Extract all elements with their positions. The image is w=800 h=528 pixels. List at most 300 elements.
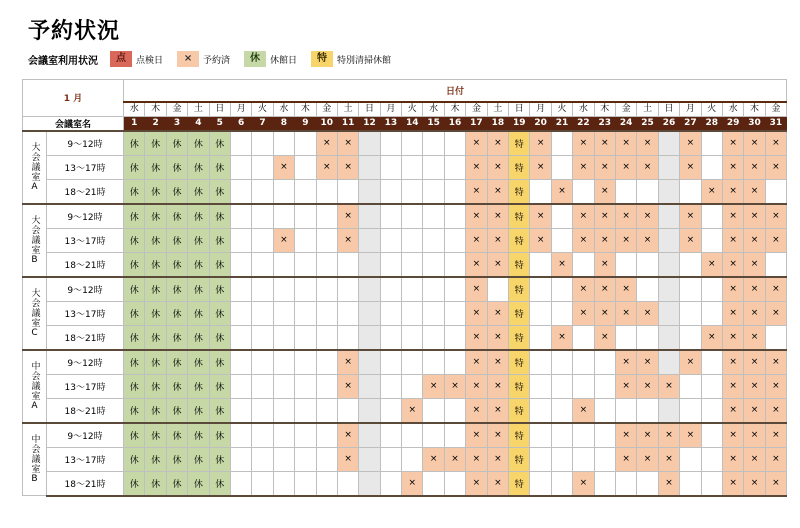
slot-cell[interactable]: 休 — [188, 301, 209, 325]
slot-cell[interactable]: 休 — [145, 277, 166, 302]
slot-cell[interactable]: 休 — [166, 447, 187, 471]
slot-cell[interactable]: × — [423, 447, 444, 471]
slot-cell[interactable]: × — [658, 423, 679, 448]
slot-cell[interactable]: × — [316, 131, 337, 156]
slot-cell[interactable] — [701, 155, 722, 179]
slot-cell[interactable]: 休 — [209, 374, 230, 398]
slot-cell[interactable]: 休 — [145, 325, 166, 350]
slot-cell[interactable] — [380, 423, 401, 448]
slot-cell[interactable]: × — [466, 423, 487, 448]
slot-cell[interactable] — [530, 398, 551, 423]
slot-cell[interactable] — [380, 131, 401, 156]
slot-cell[interactable]: × — [487, 228, 508, 252]
slot-cell[interactable] — [230, 277, 251, 302]
slot-cell[interactable]: × — [658, 447, 679, 471]
slot-cell[interactable] — [230, 228, 251, 252]
slot-cell[interactable] — [637, 471, 658, 496]
slot-cell[interactable] — [295, 252, 316, 277]
slot-cell[interactable] — [252, 447, 273, 471]
slot-cell[interactable] — [680, 447, 701, 471]
slot-cell[interactable]: 休 — [209, 277, 230, 302]
slot-cell[interactable]: × — [466, 228, 487, 252]
slot-cell[interactable]: × — [337, 423, 358, 448]
slot-cell[interactable] — [337, 471, 358, 496]
slot-cell[interactable]: 休 — [145, 423, 166, 448]
slot-cell[interactable]: × — [765, 277, 786, 302]
slot-cell[interactable]: × — [487, 374, 508, 398]
slot-cell[interactable] — [573, 179, 594, 204]
slot-cell[interactable]: 休 — [188, 325, 209, 350]
slot-cell[interactable] — [444, 423, 465, 448]
slot-cell[interactable] — [252, 350, 273, 375]
slot-cell[interactable]: 休 — [124, 374, 145, 398]
slot-cell[interactable]: × — [466, 447, 487, 471]
slot-cell[interactable] — [295, 423, 316, 448]
slot-cell[interactable]: × — [466, 131, 487, 156]
slot-cell[interactable]: × — [530, 228, 551, 252]
slot-cell[interactable] — [273, 179, 294, 204]
slot-cell[interactable] — [316, 179, 337, 204]
slot-cell[interactable]: × — [722, 471, 743, 496]
slot-cell[interactable]: × — [615, 447, 636, 471]
slot-cell[interactable] — [252, 398, 273, 423]
slot-cell[interactable]: 休 — [166, 179, 187, 204]
slot-cell[interactable]: × — [337, 228, 358, 252]
slot-cell[interactable]: × — [573, 277, 594, 302]
slot-cell[interactable] — [551, 398, 572, 423]
slot-cell[interactable] — [551, 423, 572, 448]
slot-cell[interactable]: × — [744, 471, 765, 496]
slot-cell[interactable]: 休 — [188, 471, 209, 496]
slot-cell[interactable]: 特 — [509, 423, 530, 448]
slot-cell[interactable]: × — [594, 204, 615, 229]
slot-cell[interactable]: 休 — [188, 131, 209, 156]
slot-cell[interactable]: × — [273, 155, 294, 179]
slot-cell[interactable]: 休 — [209, 447, 230, 471]
slot-cell[interactable]: × — [765, 423, 786, 448]
slot-cell[interactable] — [359, 228, 380, 252]
slot-cell[interactable]: × — [337, 447, 358, 471]
slot-cell[interactable]: × — [722, 301, 743, 325]
slot-cell[interactable]: 特 — [509, 301, 530, 325]
slot-cell[interactable]: 休 — [145, 350, 166, 375]
slot-cell[interactable] — [423, 179, 444, 204]
slot-cell[interactable]: × — [722, 398, 743, 423]
slot-cell[interactable]: 休 — [124, 204, 145, 229]
slot-cell[interactable] — [402, 228, 423, 252]
slot-cell[interactable]: 休 — [188, 277, 209, 302]
slot-cell[interactable] — [295, 447, 316, 471]
slot-cell[interactable] — [594, 423, 615, 448]
slot-cell[interactable] — [402, 423, 423, 448]
slot-cell[interactable] — [423, 155, 444, 179]
slot-cell[interactable] — [573, 374, 594, 398]
slot-cell[interactable] — [359, 374, 380, 398]
slot-cell[interactable] — [637, 398, 658, 423]
slot-cell[interactable] — [337, 325, 358, 350]
slot-cell[interactable] — [359, 350, 380, 375]
slot-cell[interactable]: × — [658, 374, 679, 398]
slot-cell[interactable]: × — [466, 179, 487, 204]
slot-cell[interactable] — [380, 155, 401, 179]
slot-cell[interactable]: × — [744, 179, 765, 204]
slot-cell[interactable]: 特 — [509, 447, 530, 471]
slot-cell[interactable]: × — [530, 155, 551, 179]
slot-cell[interactable] — [316, 350, 337, 375]
slot-cell[interactable] — [402, 301, 423, 325]
slot-cell[interactable]: 休 — [145, 252, 166, 277]
slot-cell[interactable] — [230, 447, 251, 471]
slot-cell[interactable]: × — [658, 471, 679, 496]
slot-cell[interactable]: × — [744, 447, 765, 471]
slot-cell[interactable] — [337, 252, 358, 277]
slot-cell[interactable] — [380, 350, 401, 375]
slot-cell[interactable] — [701, 398, 722, 423]
slot-cell[interactable] — [359, 447, 380, 471]
slot-cell[interactable]: × — [594, 277, 615, 302]
slot-cell[interactable]: × — [680, 204, 701, 229]
slot-cell[interactable] — [359, 252, 380, 277]
slot-cell[interactable]: 休 — [188, 252, 209, 277]
slot-cell[interactable] — [359, 277, 380, 302]
slot-cell[interactable]: × — [487, 447, 508, 471]
slot-cell[interactable]: × — [765, 447, 786, 471]
slot-cell[interactable] — [230, 301, 251, 325]
slot-cell[interactable]: × — [487, 204, 508, 229]
slot-cell[interactable]: 休 — [166, 350, 187, 375]
slot-cell[interactable] — [252, 325, 273, 350]
slot-cell[interactable] — [444, 155, 465, 179]
slot-cell[interactable] — [551, 277, 572, 302]
slot-cell[interactable] — [380, 204, 401, 229]
slot-cell[interactable]: 休 — [124, 471, 145, 496]
slot-cell[interactable]: × — [765, 228, 786, 252]
slot-cell[interactable]: 休 — [209, 325, 230, 350]
slot-cell[interactable] — [658, 252, 679, 277]
slot-cell[interactable]: × — [551, 252, 572, 277]
slot-cell[interactable] — [680, 374, 701, 398]
slot-cell[interactable] — [594, 350, 615, 375]
slot-cell[interactable] — [530, 252, 551, 277]
slot-cell[interactable]: × — [701, 252, 722, 277]
slot-cell[interactable]: 休 — [209, 398, 230, 423]
slot-cell[interactable]: × — [594, 301, 615, 325]
slot-cell[interactable]: × — [594, 155, 615, 179]
slot-cell[interactable]: × — [573, 471, 594, 496]
slot-cell[interactable]: 特 — [509, 155, 530, 179]
slot-cell[interactable]: × — [615, 155, 636, 179]
slot-cell[interactable]: 休 — [145, 447, 166, 471]
slot-cell[interactable] — [573, 447, 594, 471]
slot-cell[interactable]: × — [637, 447, 658, 471]
slot-cell[interactable] — [273, 252, 294, 277]
slot-cell[interactable] — [637, 325, 658, 350]
slot-cell[interactable] — [230, 252, 251, 277]
slot-cell[interactable] — [551, 228, 572, 252]
slot-cell[interactable] — [380, 325, 401, 350]
slot-cell[interactable]: 休 — [188, 204, 209, 229]
slot-cell[interactable] — [680, 277, 701, 302]
slot-cell[interactable] — [252, 228, 273, 252]
slot-cell[interactable] — [316, 277, 337, 302]
slot-cell[interactable] — [273, 204, 294, 229]
slot-cell[interactable] — [252, 155, 273, 179]
slot-cell[interactable]: 特 — [509, 374, 530, 398]
slot-cell[interactable] — [316, 228, 337, 252]
slot-cell[interactable] — [658, 204, 679, 229]
slot-cell[interactable]: × — [487, 350, 508, 375]
slot-cell[interactable] — [594, 447, 615, 471]
slot-cell[interactable]: × — [765, 301, 786, 325]
slot-cell[interactable] — [701, 277, 722, 302]
slot-cell[interactable] — [316, 398, 337, 423]
slot-cell[interactable] — [230, 204, 251, 229]
slot-cell[interactable] — [230, 471, 251, 496]
slot-cell[interactable] — [316, 325, 337, 350]
slot-cell[interactable] — [230, 350, 251, 375]
slot-cell[interactable] — [295, 350, 316, 375]
slot-cell[interactable]: × — [637, 155, 658, 179]
slot-cell[interactable]: 休 — [166, 374, 187, 398]
slot-cell[interactable]: × — [744, 398, 765, 423]
slot-cell[interactable] — [658, 301, 679, 325]
slot-cell[interactable]: 休 — [209, 252, 230, 277]
slot-cell[interactable] — [252, 179, 273, 204]
slot-cell[interactable]: × — [337, 131, 358, 156]
slot-cell[interactable]: 特 — [509, 179, 530, 204]
slot-cell[interactable]: × — [701, 325, 722, 350]
slot-cell[interactable] — [530, 471, 551, 496]
slot-cell[interactable] — [637, 252, 658, 277]
slot-cell[interactable]: × — [722, 374, 743, 398]
slot-cell[interactable] — [295, 301, 316, 325]
slot-cell[interactable]: 休 — [209, 155, 230, 179]
slot-cell[interactable] — [658, 277, 679, 302]
slot-cell[interactable] — [273, 301, 294, 325]
slot-cell[interactable]: × — [573, 131, 594, 156]
slot-cell[interactable]: × — [337, 374, 358, 398]
slot-cell[interactable] — [551, 301, 572, 325]
slot-cell[interactable] — [444, 350, 465, 375]
slot-cell[interactable]: × — [744, 325, 765, 350]
slot-cell[interactable] — [423, 471, 444, 496]
slot-cell[interactable] — [444, 252, 465, 277]
slot-cell[interactable]: × — [637, 374, 658, 398]
slot-cell[interactable]: 休 — [188, 374, 209, 398]
slot-cell[interactable]: × — [722, 447, 743, 471]
slot-cell[interactable] — [316, 374, 337, 398]
slot-cell[interactable]: 休 — [188, 228, 209, 252]
slot-cell[interactable]: × — [615, 228, 636, 252]
slot-cell[interactable] — [701, 447, 722, 471]
slot-cell[interactable] — [273, 374, 294, 398]
slot-cell[interactable] — [423, 228, 444, 252]
slot-cell[interactable]: × — [573, 228, 594, 252]
slot-cell[interactable] — [402, 447, 423, 471]
slot-cell[interactable] — [680, 471, 701, 496]
slot-cell[interactable] — [530, 350, 551, 375]
slot-cell[interactable] — [658, 131, 679, 156]
slot-cell[interactable]: × — [466, 277, 487, 302]
slot-cell[interactable]: × — [722, 179, 743, 204]
slot-cell[interactable] — [573, 252, 594, 277]
slot-cell[interactable] — [444, 398, 465, 423]
slot-cell[interactable] — [295, 398, 316, 423]
slot-cell[interactable] — [402, 179, 423, 204]
slot-cell[interactable] — [423, 301, 444, 325]
slot-cell[interactable]: × — [744, 228, 765, 252]
slot-cell[interactable]: 休 — [124, 447, 145, 471]
slot-cell[interactable] — [273, 350, 294, 375]
slot-cell[interactable]: × — [466, 204, 487, 229]
slot-cell[interactable] — [594, 398, 615, 423]
slot-cell[interactable] — [273, 277, 294, 302]
slot-cell[interactable] — [765, 252, 786, 277]
slot-cell[interactable]: × — [637, 301, 658, 325]
slot-cell[interactable] — [530, 325, 551, 350]
slot-cell[interactable] — [230, 155, 251, 179]
slot-cell[interactable]: × — [573, 301, 594, 325]
slot-cell[interactable] — [252, 374, 273, 398]
slot-cell[interactable] — [252, 423, 273, 448]
slot-cell[interactable]: × — [594, 131, 615, 156]
slot-cell[interactable]: × — [765, 398, 786, 423]
slot-cell[interactable]: × — [466, 252, 487, 277]
slot-cell[interactable] — [530, 447, 551, 471]
slot-cell[interactable]: 休 — [124, 228, 145, 252]
slot-cell[interactable] — [551, 374, 572, 398]
slot-cell[interactable] — [380, 301, 401, 325]
slot-cell[interactable]: 休 — [124, 350, 145, 375]
slot-cell[interactable] — [359, 301, 380, 325]
slot-cell[interactable] — [615, 252, 636, 277]
slot-cell[interactable] — [658, 350, 679, 375]
slot-cell[interactable]: × — [487, 423, 508, 448]
slot-cell[interactable]: 休 — [209, 204, 230, 229]
slot-cell[interactable]: 休 — [124, 423, 145, 448]
slot-cell[interactable] — [316, 447, 337, 471]
slot-cell[interactable] — [316, 301, 337, 325]
slot-cell[interactable]: 休 — [166, 325, 187, 350]
slot-cell[interactable] — [402, 350, 423, 375]
slot-cell[interactable] — [402, 374, 423, 398]
slot-cell[interactable]: 休 — [209, 350, 230, 375]
slot-cell[interactable]: × — [637, 204, 658, 229]
slot-cell[interactable] — [359, 204, 380, 229]
slot-cell[interactable]: × — [765, 471, 786, 496]
slot-cell[interactable]: × — [466, 155, 487, 179]
slot-cell[interactable]: × — [594, 325, 615, 350]
slot-cell[interactable] — [380, 277, 401, 302]
slot-cell[interactable] — [359, 155, 380, 179]
slot-cell[interactable] — [337, 179, 358, 204]
slot-cell[interactable] — [273, 131, 294, 156]
slot-cell[interactable]: × — [722, 350, 743, 375]
slot-cell[interactable] — [359, 131, 380, 156]
slot-cell[interactable]: 休 — [188, 447, 209, 471]
slot-cell[interactable] — [423, 423, 444, 448]
slot-cell[interactable] — [252, 301, 273, 325]
slot-cell[interactable]: 休 — [145, 471, 166, 496]
slot-cell[interactable]: × — [487, 301, 508, 325]
slot-cell[interactable] — [594, 471, 615, 496]
slot-cell[interactable] — [402, 277, 423, 302]
slot-cell[interactable]: × — [487, 325, 508, 350]
slot-cell[interactable]: × — [637, 131, 658, 156]
slot-cell[interactable] — [230, 423, 251, 448]
slot-cell[interactable]: × — [615, 277, 636, 302]
slot-cell[interactable] — [573, 423, 594, 448]
slot-cell[interactable]: 休 — [124, 398, 145, 423]
slot-cell[interactable] — [380, 228, 401, 252]
slot-cell[interactable]: × — [466, 374, 487, 398]
slot-cell[interactable] — [295, 131, 316, 156]
slot-cell[interactable]: 特 — [509, 131, 530, 156]
slot-cell[interactable] — [551, 350, 572, 375]
slot-cell[interactable]: 休 — [209, 228, 230, 252]
slot-cell[interactable]: 休 — [166, 277, 187, 302]
slot-cell[interactable] — [658, 179, 679, 204]
slot-cell[interactable]: 特 — [509, 252, 530, 277]
slot-cell[interactable] — [637, 179, 658, 204]
slot-cell[interactable]: × — [530, 204, 551, 229]
slot-cell[interactable]: × — [444, 374, 465, 398]
slot-cell[interactable]: 休 — [209, 471, 230, 496]
slot-cell[interactable] — [701, 228, 722, 252]
slot-cell[interactable]: 休 — [188, 350, 209, 375]
slot-cell[interactable]: × — [551, 179, 572, 204]
slot-cell[interactable] — [295, 179, 316, 204]
slot-cell[interactable]: × — [466, 301, 487, 325]
slot-cell[interactable] — [765, 325, 786, 350]
slot-cell[interactable] — [402, 325, 423, 350]
slot-cell[interactable]: × — [765, 155, 786, 179]
slot-cell[interactable]: 特 — [509, 228, 530, 252]
slot-cell[interactable] — [337, 301, 358, 325]
slot-cell[interactable] — [423, 277, 444, 302]
slot-cell[interactable]: 休 — [166, 423, 187, 448]
slot-cell[interactable] — [423, 350, 444, 375]
slot-cell[interactable]: × — [744, 155, 765, 179]
slot-cell[interactable] — [701, 471, 722, 496]
slot-cell[interactable] — [530, 277, 551, 302]
slot-cell[interactable] — [530, 374, 551, 398]
slot-cell[interactable]: × — [637, 350, 658, 375]
slot-cell[interactable] — [337, 277, 358, 302]
slot-cell[interactable]: × — [487, 131, 508, 156]
slot-cell[interactable] — [402, 252, 423, 277]
slot-cell[interactable] — [316, 204, 337, 229]
slot-cell[interactable]: × — [637, 228, 658, 252]
slot-cell[interactable]: × — [744, 374, 765, 398]
slot-cell[interactable] — [380, 374, 401, 398]
slot-cell[interactable]: × — [722, 277, 743, 302]
slot-cell[interactable] — [551, 447, 572, 471]
slot-cell[interactable]: × — [680, 131, 701, 156]
slot-cell[interactable]: × — [722, 131, 743, 156]
slot-cell[interactable]: × — [444, 447, 465, 471]
slot-cell[interactable] — [252, 252, 273, 277]
slot-cell[interactable]: × — [487, 252, 508, 277]
slot-cell[interactable]: × — [316, 155, 337, 179]
slot-cell[interactable]: 休 — [124, 277, 145, 302]
slot-cell[interactable] — [444, 179, 465, 204]
slot-cell[interactable]: 休 — [145, 204, 166, 229]
slot-cell[interactable]: × — [722, 252, 743, 277]
slot-cell[interactable]: × — [423, 374, 444, 398]
slot-cell[interactable]: 休 — [188, 423, 209, 448]
slot-cell[interactable]: × — [744, 350, 765, 375]
